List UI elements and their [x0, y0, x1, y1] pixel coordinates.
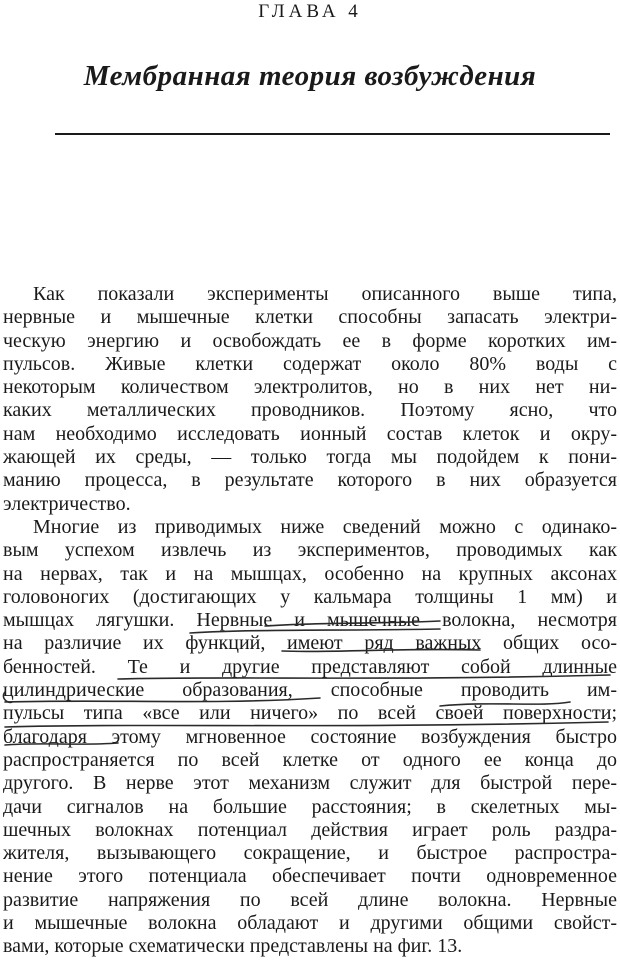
text-line: жителя, вызывающего сокращение, и быстрое распростра-	[3, 842, 617, 865]
text-line: цилиндрические образования, способные проводить им-	[3, 679, 617, 702]
text-line: пульсы типа «все или ничего» по всей своей поверхности;	[3, 702, 617, 725]
text-line: развитие напряжения по всей длине волокна. Нервные	[3, 888, 617, 911]
paragraph-1	[3, 283, 617, 516]
text-line: вами, которые схематически представлены на фиг. 13.	[3, 935, 463, 958]
text-line: ческую энергию и освобождать ее в форме коротких им-	[3, 329, 617, 352]
text-line: дачи сигналов на большие расстояния; в скелетных мы-	[3, 795, 617, 818]
page-body	[3, 283, 617, 959]
title-divider	[55, 133, 610, 135]
text-line: Многие из приводимых ниже сведений можно с одинако-	[33, 515, 617, 538]
text-line: каких металлических проводников. Поэтому ясно, что	[3, 399, 617, 422]
text-line: нервные и мышечные клетки способны запасать электри-	[3, 306, 617, 329]
text-line: другого. В нерве этот механизм служит для быстрой пере-	[3, 772, 617, 795]
paragraph-2	[3, 516, 617, 959]
text-line: бенностей. Те и другие представляют собой длинные	[3, 655, 617, 678]
text-line: шечных волокнах потенциал действия играет роль раздра-	[3, 818, 617, 841]
text-line: и мышечные волокна обладают и другими общими свойст-	[3, 912, 617, 935]
chapter-title: Мембранная теория возбуждения	[83, 60, 537, 92]
text-line: распространяется по всей клетке от одного ее конца до	[3, 748, 617, 771]
text-line: благодаря этому мгновенное состояние возбуждения быстро	[3, 725, 617, 748]
text-line: вым успехом извлечь из экспериментов, проводимых как	[3, 539, 617, 562]
text-line: манию процесса, в результате которого в них образуется	[3, 469, 617, 492]
text-line: головоногих (достигающих у кальмара толщины 1 мм) и	[3, 585, 617, 608]
text-line: на нервах, так и на мышцах, особенно на крупных аксонах	[3, 562, 617, 585]
text-line: электричество.	[3, 492, 131, 515]
text-line: жающей их среды, — только тогда мы подойдем к пони-	[3, 446, 617, 469]
text-line: нение этого потенциала обеспечивает почти одновременное	[3, 865, 617, 888]
text-line: пульсов. Живые клетки содержат около 80% воды с	[3, 352, 617, 375]
text-line: некоторым количеством электролитов, но в них нет ни-	[3, 376, 617, 399]
text-line: мышцах лягушки. Нервные и мышечные волокна, несмотря	[3, 609, 617, 632]
text-line: нам необходимо исследовать ионный состав клеток и окру-	[3, 422, 617, 445]
text-line: на различие их функций, имеют ряд важных общих осо-	[3, 632, 617, 655]
chapter-heading: ГЛАВА 4	[258, 1, 362, 22]
text-line: Как показали эксперименты описанного выше типа,	[33, 283, 617, 305]
